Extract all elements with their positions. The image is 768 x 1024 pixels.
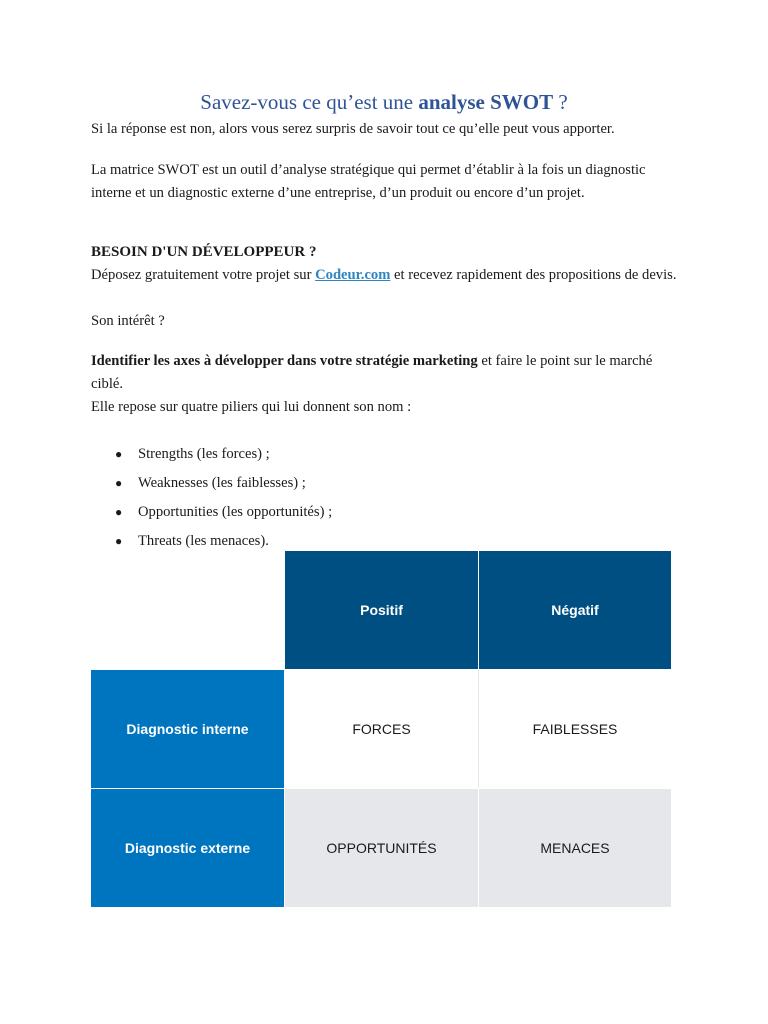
cell-forces: FORCES: [285, 670, 478, 788]
title-bold: analyse SWOT: [418, 90, 554, 114]
swot-matrix: [91, 551, 671, 907]
purpose-rest: et faire le point sur le marché ciblé.: [91, 353, 653, 392]
pillars-intro: Elle repose sur quatre piliers qui lui donnent son nom :: [91, 399, 412, 415]
row-header-interne: Diagnostic interne: [91, 670, 284, 788]
purpose-bold: Identifier les axes à développer dans votre stratégie marketing: [91, 353, 478, 369]
pillar-threats: Threats (les menaces).: [138, 533, 269, 549]
title-suffix: ?: [553, 90, 568, 114]
bullet-icon: ●: [115, 476, 123, 490]
ad-text-before: Déposez gratuitement votre projet sur: [91, 267, 316, 283]
table-divider: [478, 670, 479, 788]
ad-paragraph: [91, 264, 681, 287]
bullet-icon: ●: [115, 505, 123, 519]
col-header-negatif: Négatif: [479, 551, 671, 669]
codeur-link[interactable]: Codeur.com: [315, 267, 391, 283]
pillar-weaknesses: Weaknesses (les faiblesses) ;: [138, 475, 306, 491]
row-header-externe: Diagnostic externe: [91, 789, 284, 907]
pillar-strengths: Strengths (les forces) ;: [138, 446, 270, 462]
bullet-icon: ●: [115, 534, 123, 548]
cell-faiblesses: FAIBLESSES: [479, 670, 671, 788]
cell-opportunites: OPPORTUNITÉS: [285, 789, 478, 907]
purpose-paragraph: [91, 350, 681, 396]
pillars-list: [91, 443, 332, 559]
list-item: [91, 472, 332, 501]
intro-paragraph: Si la réponse est non, alors vous serez surpris de savoir tout ce qu’elle peut vous apporter.: [91, 121, 615, 137]
interest-question: Son intérêt ?: [91, 313, 165, 329]
definition-paragraph: La matrice SWOT est un outil d’analyse stratégique qui permet d’établir à la fois un diagnostic interne et un diagnostic externe d’une entreprise, d’un produit ou encore d’un projet.: [91, 162, 646, 201]
bullet-icon: ●: [115, 447, 123, 461]
ad-heading: BESOIN D'UN DÉVELOPPEUR ?: [91, 244, 317, 260]
list-item: [91, 501, 332, 530]
cell-menaces: MENACES: [479, 789, 671, 907]
page-title: [0, 88, 768, 116]
col-header-positif: Positif: [285, 551, 478, 669]
ad-text-after: et recevez rapidement des propositions de devis.: [390, 267, 677, 283]
title-prefix: Savez-vous ce qu’est une: [200, 90, 419, 114]
list-item: [91, 443, 332, 472]
pillar-opportunities: Opportunities (les opportunités) ;: [138, 504, 333, 520]
